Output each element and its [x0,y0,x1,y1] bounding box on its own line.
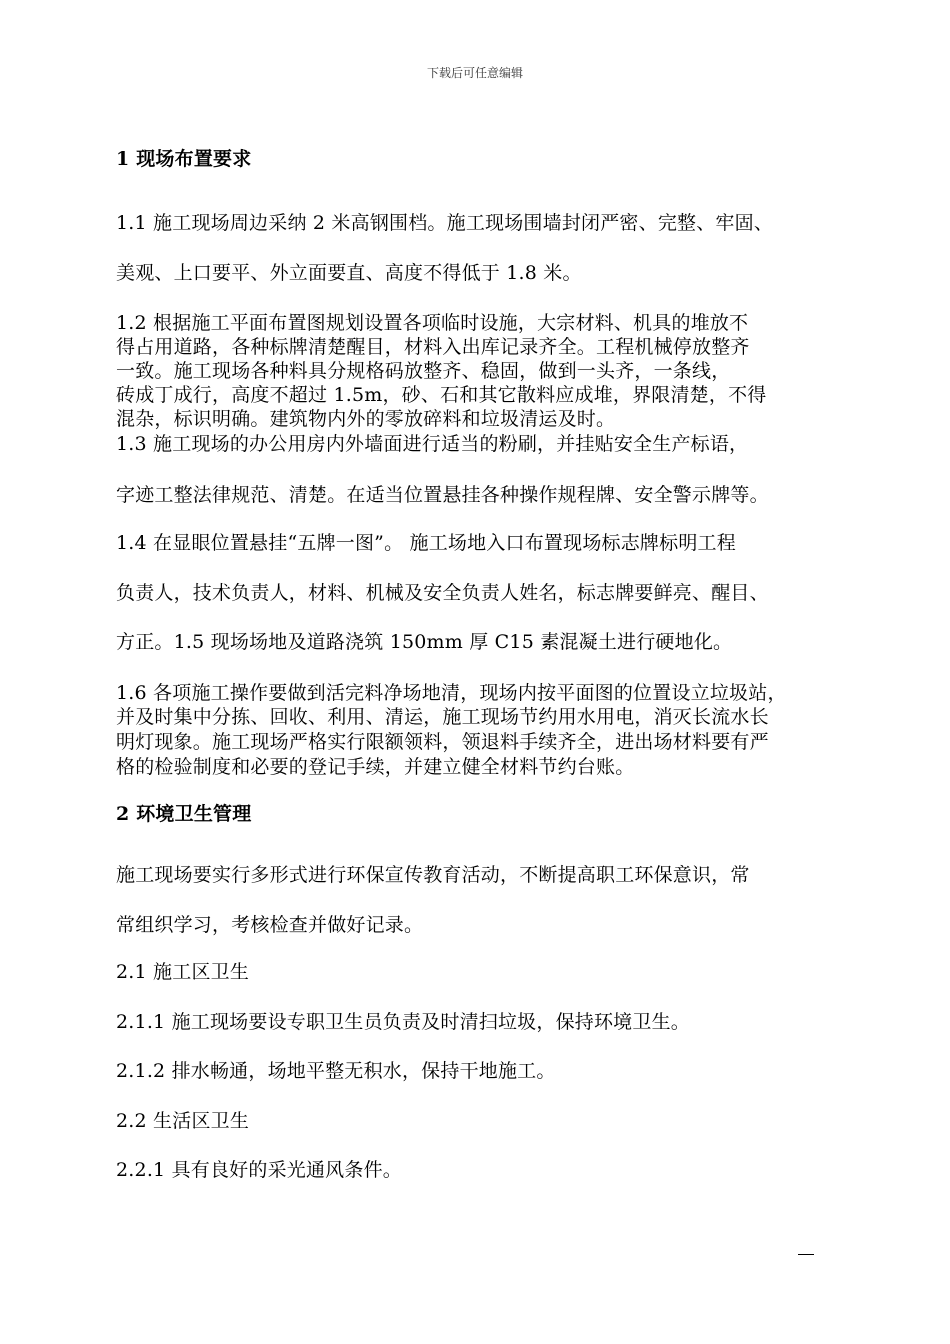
page-header: 下载后可任意编辑 [426,66,523,80]
paragraph-1-4-line-2: 负责人，技术负责人，材料、机械及安全负责人姓名，标志牌要鲜亮、醒目、 [116,582,769,604]
paragraph-1-3-line-2: 字迹工整法律规范、清楚。在适当位置悬挂各种操作规程牌、安全警示牌等。 [116,484,769,506]
subheading-2-2: 2.2 生活区卫生 [116,1110,250,1132]
paragraph-2-1-2: 2.1.2 排水畅通，场地平整无积水，保持干地施工。 [116,1060,556,1082]
paragraph-2-intro-line-1: 施工现场要实行多形式进行环保宣传教育活动，不断提高职工环保意识，常 [116,864,750,886]
paragraph-1-6-line-1: 1.6 各项施工操作要做到活完料净场地清，现场内按平面图的位置设立垃圾站， [116,682,787,704]
paragraph-2-2-1: 2.2.1 具有良好的采光通风条件。 [116,1159,402,1181]
paragraph-1-6-line-2: 并及时集中分拣、回收、利用、清运，施工现场节约用水用电，消灭长流水长 [116,706,769,728]
paragraph-1-4-line-1: 1.4 在显眼位置悬挂“五牌一图”。 施工场地入口布置现场标志牌标明工程 [116,532,736,554]
paragraph-1-1-line-1: 1.1 施工现场周边采纳 2 米高钢围档。施工现场围墙封闭严密、完整、牢固、 [116,212,774,234]
paragraph-1-2-line-1: 1.2 根据施工平面布置图规划设置各项临时设施，大宗材料、机具的堆放不 [116,312,749,334]
paragraph-1-2-line-3: 一致。施工现场各种料具分规格码放整齐、稳固，做到一头齐，一条线， [116,360,731,382]
page-footer-mark [798,1254,814,1255]
subheading-2-1: 2.1 施工区卫生 [116,961,250,983]
paragraph-1-3-line-1: 1.3 施工现场的办公用房内外墙面进行适当的粉刷，并挂贴安全生产标语， [116,433,749,455]
paragraph-2-1-1: 2.1.1 施工现场要设专职卫生员负责及时清扫垃圾，保持环境卫生。 [116,1011,690,1033]
paragraph-1-1-line-2: 美观、上口要平、外立面要直、高度不得低于 1.8 米。 [116,262,582,284]
paragraph-1-6-line-4: 格的检验制度和必要的登记手续，并建立健全材料节约台账。 [116,756,635,778]
paragraph-1-4-line-3: 方正。1.5 现场场地及道路浇筑 150mm 厚 C15 素混凝土进行硬地化。 [116,631,733,653]
paragraph-1-6-line-3: 明灯现象。施工现场严格实行限额领料，领退料手续齐全，进出场材料要有严 [116,731,769,753]
paragraph-1-2-line-5: 混杂，标识明确。建筑物内外的零放碎料和垃圾清运及时。 [116,408,616,430]
paragraph-1-2-line-4: 砖成丁成行，高度不超过 1.5m，砂、石和其它散料应成堆，界限清楚，不得 [116,384,767,406]
paragraph-1-2-line-2: 得占用道路，各种标牌清楚醒目，材料入出库记录齐全。工程机械停放整齐 [116,336,750,358]
section-heading-2: 2 环境卫生管理 [116,803,252,825]
paragraph-2-intro-line-2: 常组织学习，考核检查并做好记录。 [116,914,424,936]
section-heading-1: 1 现场布置要求 [116,148,252,170]
